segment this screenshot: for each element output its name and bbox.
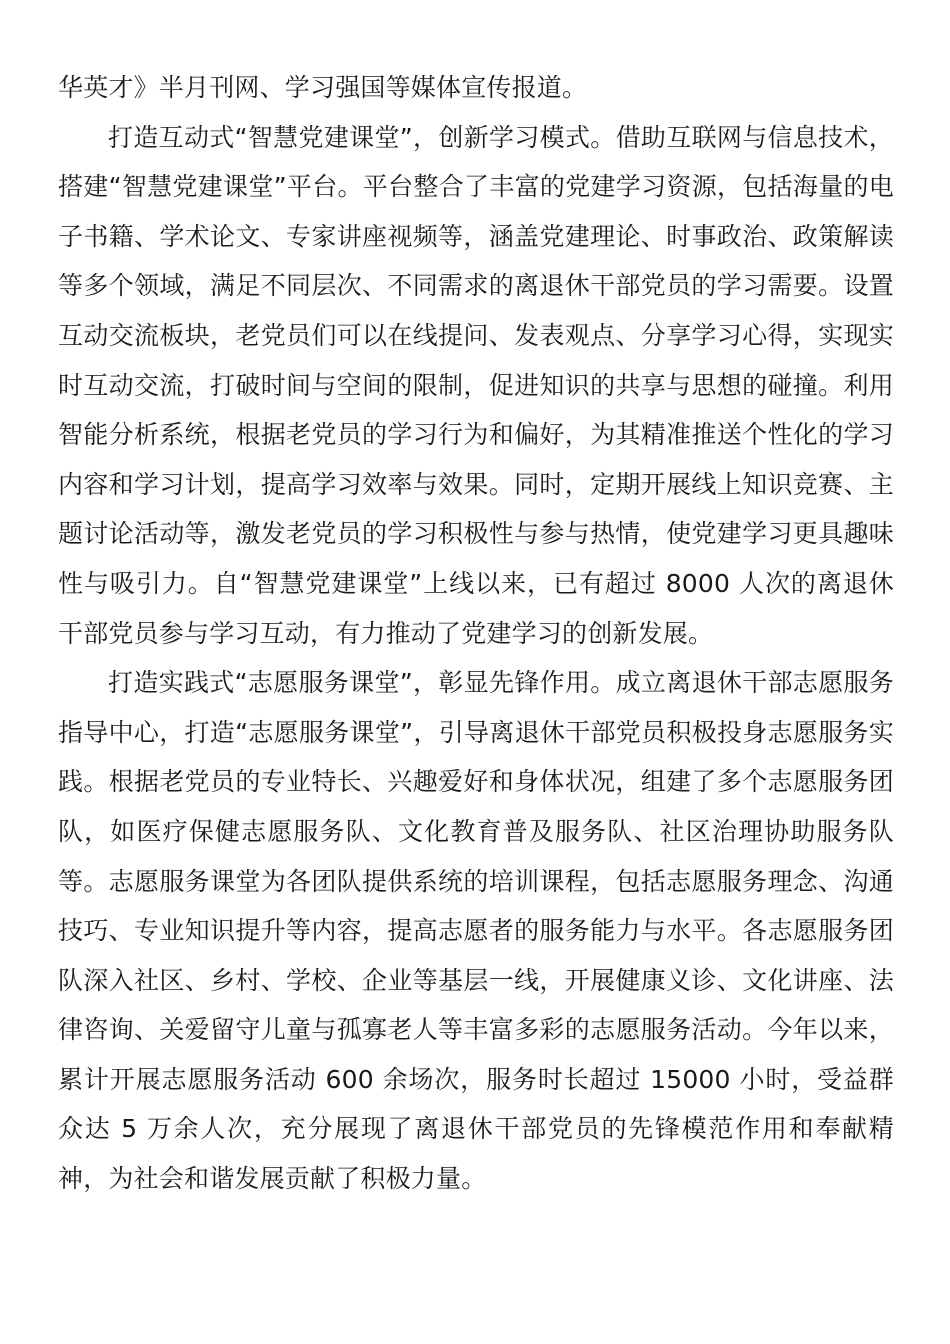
- paragraph-continuation: [58, 63, 894, 113]
- document-page: [58, 63, 894, 1204]
- paragraph-lead: 打造互动式“智慧党建课堂”，创新学习模式。: [108, 122, 616, 152]
- paragraph-smart-classroom: [58, 113, 894, 659]
- paragraph-body: 借助互联网与信息技术，搭建“智慧党建课堂”平台。平台整合了丰富的党建学习资源，包括海量的电子书籍、学术论文、专家讲座视频等，涵盖党建理论、时事政治、政策解读等多个领域，满足不同层次、不同需求的离退休干部党员的学习需要。设置互动交流板块，老党员们可以在线提问、发表观点、分享学习心得，实现实时互动交流，打破时间与空间的限制，促进知识的共享与思想的碰撞。利用智能分析系统，根据老党员的学习行为和偏好，为其精准推送个性化的学习内容和学习计划，提高学习效率与效果。同时，定期开展线上知识竞赛、主题讨论活动等，激发老党员的学习积极性与参与热情，使党建学习更具趣味性与吸引力。自“智慧党建课堂”上线以来，已有超过 8000 人次的离退休干部党员参与学习互动，有力推动了党建学习的创新发展。: [58, 122, 895, 648]
- paragraph-body: 成立离退休干部志愿服务指导中心，打造“志愿服务课堂”，引导离退休干部党员积极投身志愿服务实践。根据老党员的专业特长、兴趣爱好和身体状况，组建了多个志愿服务团队，如医疗保健志愿服务队、文化教育普及服务队、社区治理协助服务队等。志愿服务课堂为各团队提供系统的培训课程，包括志愿服务理念、沟通技巧、专业知识提升等内容，提高志愿者的服务能力与水平。各志愿服务团队深入社区、乡村、学校、企业等基层一线，开展健康义诊、文化讲座、法律咨询、关爱留守儿童与孤寡老人等丰富多彩的志愿服务活动。今年以来，累计开展志愿服务活动 600 余场次，服务时长超过 15000 小时，受益群众达 5 万余人次，充分展现了离退休干部党员的先锋模范作用和奉献精神，为社会和谐发展贡献了积极力量。: [58, 668, 895, 1194]
- paragraph-body: 华英才》半月刊网、学习强国等媒体宣传报道。: [58, 73, 588, 102]
- paragraph-lead: 打造实践式“志愿服务课堂”，彰显先锋作用。: [108, 668, 616, 698]
- paragraph-volunteer-classroom: [58, 658, 894, 1204]
